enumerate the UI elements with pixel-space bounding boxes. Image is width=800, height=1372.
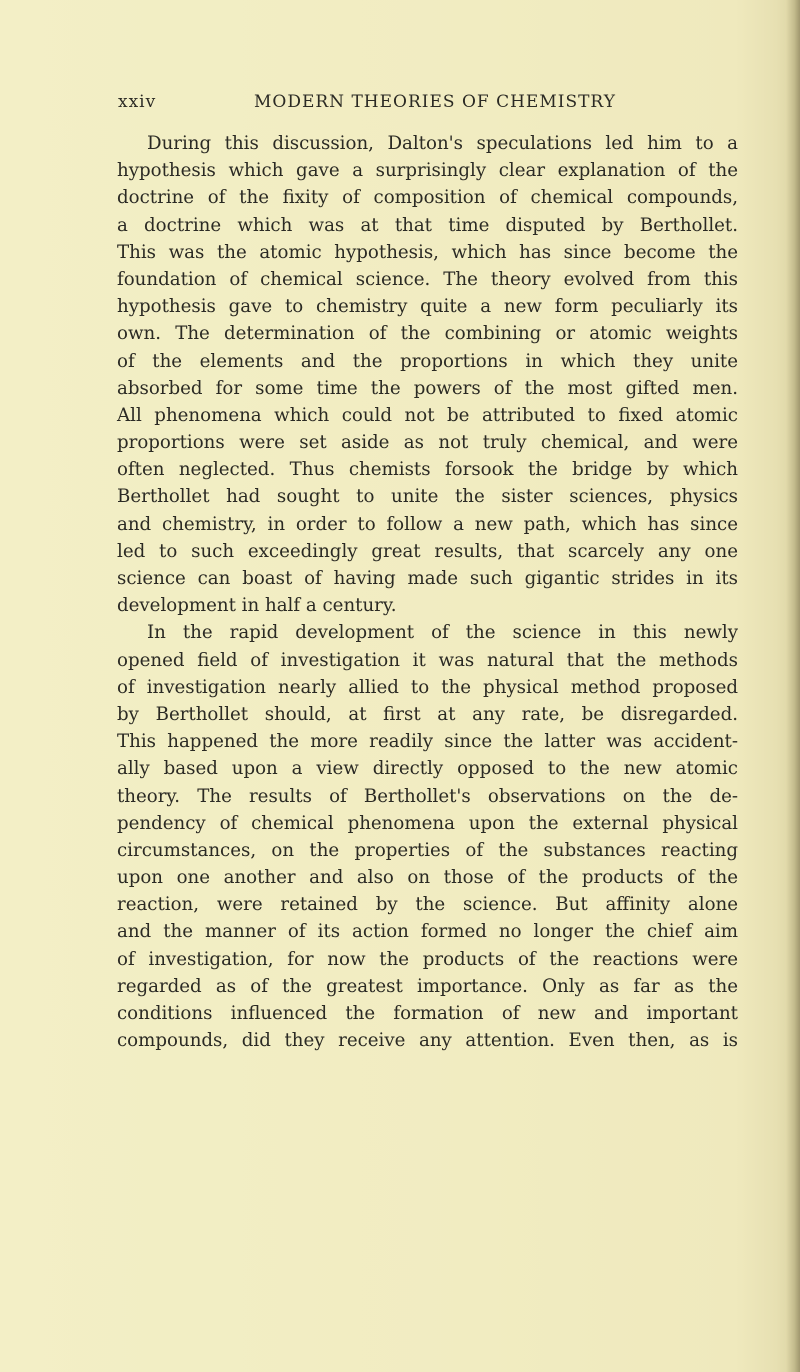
text-line: led to such exceedingly great results, that scarcely any one (117, 540, 738, 562)
body-text (117, 130, 738, 1054)
text-line: of the elements and the proportions in which they unite (117, 350, 738, 372)
text-line: ally based upon a view directly opposed to the new atomic (117, 758, 738, 780)
text-line: development in half a century. (117, 595, 397, 617)
text-line: absorbed for some time the powers of the most gifted men. (117, 377, 738, 399)
text-line: regarded as of the greatest importance. Only as far as the (117, 975, 738, 997)
text-line: foundation of chemical science. The theory evolved from this (117, 268, 738, 290)
page-edge-shadow (786, 0, 800, 1372)
text-line: Berthollet had sought to unite the sister sciences, physics (117, 486, 738, 508)
text-line: own. The determination of the combining or atomic weights (117, 323, 738, 345)
text-line: This happened the more readily since the latter was accident- (117, 731, 738, 753)
text-line: of investigation, for now the products of the reactions were (117, 948, 738, 970)
text-line: In the rapid development of the science in this newly (147, 622, 738, 644)
text-line: science can boast of having made such gigantic strides in its (117, 568, 738, 589)
text-line: hypothesis gave to chemistry quite a new form peculiarly its (117, 296, 738, 318)
text-line: a doctrine which was at that time disputed by Berthollet. (117, 214, 738, 236)
text-line: doctrine of the fixity of composition of chemical compounds, (117, 187, 738, 209)
text-line: opened field of investigation it was natural that the methods (117, 649, 738, 671)
text-line: conditions influenced the formation of new and important (117, 1003, 738, 1024)
text-line: of investigation nearly allied to the physical method proposed (117, 676, 738, 698)
text-line: pendency of chemical phenomena upon the external physical (117, 812, 738, 834)
text-line: proportions were set aside as not truly chemical, and were (117, 432, 738, 454)
running-head (118, 92, 738, 118)
text-line: often neglected. Thus chemists forsook the bridge by which (117, 459, 738, 481)
text-line: This was the atomic hypothesis, which has since become the (117, 241, 738, 263)
text-line: and chemistry, in order to follow a new path, which has since (117, 513, 738, 535)
text-line: hypothesis which gave a surprisingly clear explanation of the (117, 160, 738, 182)
text-line: theory. The results of Berthollet's observations on the de- (117, 785, 738, 807)
running-title: MODERN THEORIES OF CHEMISTRY (254, 92, 616, 112)
text-line: circumstances, on the properties of the substances reacting (117, 839, 738, 861)
text-line: upon one another and also on those of the products of the (117, 867, 738, 889)
text-line: All phenomena which could not be attributed to fixed atomic (117, 404, 738, 426)
text-line: During this discussion, Dalton's speculations led him to a (147, 133, 738, 154)
text-line: by Berthollet should, at first at any rate, be disregarded. (117, 703, 738, 725)
text-line: reaction, were retained by the science. But affinity alone (117, 894, 738, 916)
text-line: and the manner of its action formed no longer the chief aim (117, 921, 738, 943)
page-number: xxiv (118, 92, 157, 112)
text-line: compounds, did they receive any attention. Even then, as is (117, 1030, 738, 1052)
